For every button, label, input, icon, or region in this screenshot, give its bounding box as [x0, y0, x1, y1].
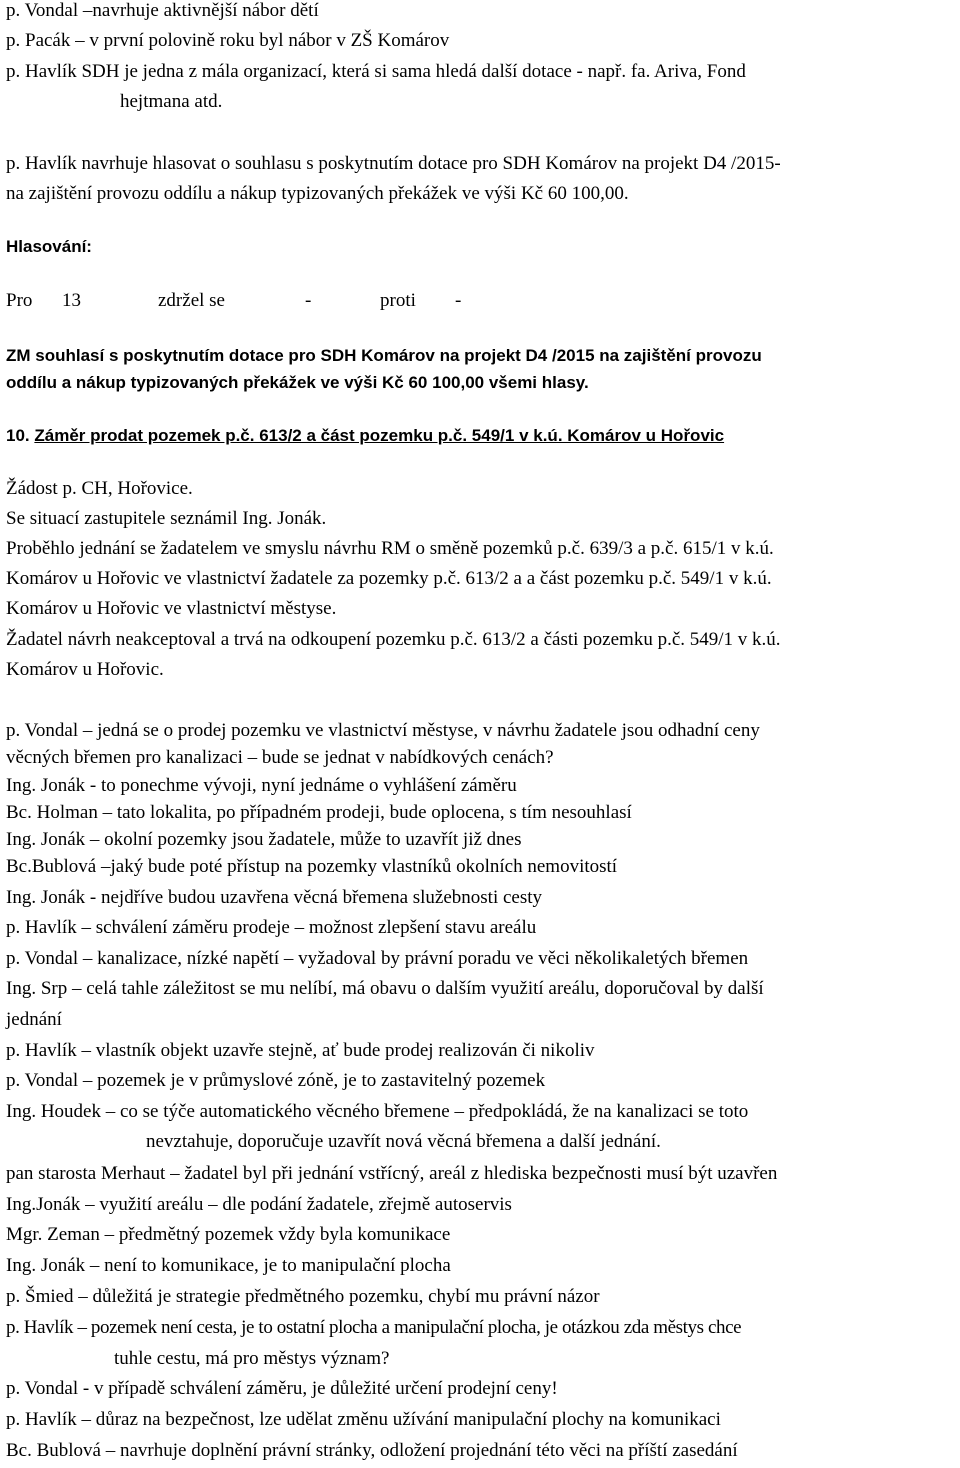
- vote-against-label: proti: [380, 290, 416, 311]
- discussion-line: pan starosta Merhaut – žadatel byl při jednání vstřícný, areál z hlediska bezpečnosti musí být uzavřen: [6, 1163, 778, 1184]
- discussion-line: věcných břemen pro kanalizaci – bude se jednat v nabídkových cenách?: [6, 747, 554, 768]
- discussion-line: Ing. Houdek – co se týče automatického věcného břemene – předpokládá, že na kanalizaci se toto: [6, 1101, 749, 1122]
- discussion-line: p. Vondal – kanalizace, nízké napětí – vyžadoval by právní poradu ve věci několikaletých břemen: [6, 948, 749, 969]
- text-line: Komárov u Hořovic ve vlastnictví městyse.: [6, 598, 337, 619]
- text-line: Žádost p. CH, Hořovice.: [6, 478, 193, 499]
- text-line: Žadatel návrh neakceptoval a trvá na odkoupení pozemku p.č. 613/2 a části pozemku p.č. 549/1 v k.ú.: [6, 629, 781, 650]
- item-heading: [6, 425, 724, 447]
- vote-result-row: [6, 290, 506, 312]
- discussion-line: Ing. Srp – celá tahle záležitost se mu nelíbí, má obavu o dalším využití areálu, doporučoval by další: [6, 978, 764, 999]
- discussion-line: nevztahuje, doporučuje uzavřít nová věcná břemena a další jednání.: [146, 1131, 661, 1152]
- item-title: Záměr prodat pozemek p.č. 613/2 a část pozemku p.č. 549/1 v k.ú. Komárov u Hořovic: [34, 426, 725, 445]
- discussion-line: p. Vondal – pozemek je v průmyslové zóně, je to zastavitelný pozemek: [6, 1070, 546, 1091]
- discussion-line: p. Havlík – vlastník objekt uzavře stejně, ať bude prodej realizován či nikoliv: [6, 1040, 595, 1061]
- discussion-line: Mgr. Zeman – předmětný pozemek vždy byla komunikace: [6, 1224, 451, 1245]
- text-line: hejtmana atd.: [120, 91, 223, 112]
- resolution-line: ZM souhlasí s poskytnutím dotace pro SDH Komárov na projekt D4 /2015 na zajištění provozu: [6, 346, 762, 365]
- discussion-line: p. Vondal - v případě schválení záměru, je důležité určení prodejní ceny!: [6, 1378, 558, 1399]
- discussion-line: p. Vondal – jedná se o prodej pozemku ve vlastnictví městyse, v návrhu žadatele jsou odhadní ceny: [6, 720, 760, 741]
- text-line: Se situací zastupitele seznámil Ing. Jonák.: [6, 508, 327, 529]
- vote-pro-count: 13: [62, 290, 81, 311]
- text-line: p. Havlík navrhuje hlasovat o souhlasu s poskytnutím dotace pro SDH Komárov na projekt D4 /2015-: [6, 153, 781, 174]
- text-line: na zajištění provozu oddílu a nákup typizovaných překážek ve výši Kč 60 100,00.: [6, 183, 629, 204]
- discussion-line: Ing.Jonák – využití areálu – dle podání žadatele, zřejmě autoservis: [6, 1194, 512, 1215]
- discussion-line: tuhle cestu, má pro městys význam?: [114, 1348, 390, 1369]
- discussion-line: p. Šmied – důležitá je strategie předmětného pozemku, chybí mu právní názor: [6, 1286, 600, 1307]
- vote-heading: Hlasování:: [6, 237, 92, 256]
- text-line: Komárov u Hořovic ve vlastnictví žadatele za pozemky p.č. 613/2 a a část pozemku p.č. 549/1 v k.ú.: [6, 568, 772, 589]
- vote-abstain-count: -: [305, 290, 312, 311]
- discussion-line: p. Havlík – schválení záměru prodeje – možnost zlepšení stavu areálu: [6, 917, 537, 938]
- resolution-line: oddílu a nákup typizovaných překážek ve výši Kč 60 100,00 všemi hlasy.: [6, 373, 589, 392]
- item-number: 10.: [6, 426, 30, 445]
- vote-abstain-label: zdržel se: [158, 290, 225, 311]
- discussion-line: jednání: [6, 1009, 62, 1030]
- text-line: p. Havlík SDH je jedna z mála organizací, která si sama hledá další dotace - např. fa. Ariva, Fond: [6, 61, 746, 82]
- discussion-line: Bc.Bublová –jaký bude poté přístup na pozemky vlastníků okolních nemovitostí: [6, 856, 618, 877]
- vote-against-count: -: [455, 290, 462, 311]
- discussion-line: Bc. Bublová – navrhuje doplnění právní stránky, odložení projednání této věci na příští zasedání: [6, 1440, 738, 1461]
- text-line: Komárov u Hořovic.: [6, 659, 164, 680]
- text-line: p. Pacák – v první polovině roku byl nábor v ZŠ Komárov: [6, 30, 450, 51]
- discussion-line: Ing. Jonák - nejdříve budou uzavřena věcná břemena služebnosti cesty: [6, 887, 543, 908]
- discussion-line: Bc. Holman – tato lokalita, po případném prodeji, bude oplocena, s tím nesouhlasí: [6, 802, 632, 823]
- discussion-line: p. Havlík – pozemek není cesta, je to ostatní plocha a manipulační plocha, je otázkou zda městys chce: [6, 1317, 742, 1338]
- text-line: Proběhlo jednání se žadatelem ve smyslu návrhu RM o směně pozemků p.č. 639/3 a p.č. 615/1 v k.ú.: [6, 538, 774, 559]
- discussion-line: p. Havlík – důraz na bezpečnost, lze udělat změnu užívání manipulační plochy na komunikaci: [6, 1409, 721, 1430]
- vote-pro-label: Pro: [6, 290, 33, 311]
- discussion-line: Ing. Jonák – okolní pozemky jsou žadatele, může to uzavřít již dnes: [6, 829, 522, 850]
- text-line: p. Vondal –navrhuje aktivnější nábor dětí: [6, 0, 319, 21]
- discussion-line: Ing. Jonák – není to komunikace, je to manipulační plocha: [6, 1255, 451, 1276]
- discussion-line: Ing. Jonák - to ponechme vývoji, nyní jednáme o vyhlášení záměru: [6, 775, 517, 796]
